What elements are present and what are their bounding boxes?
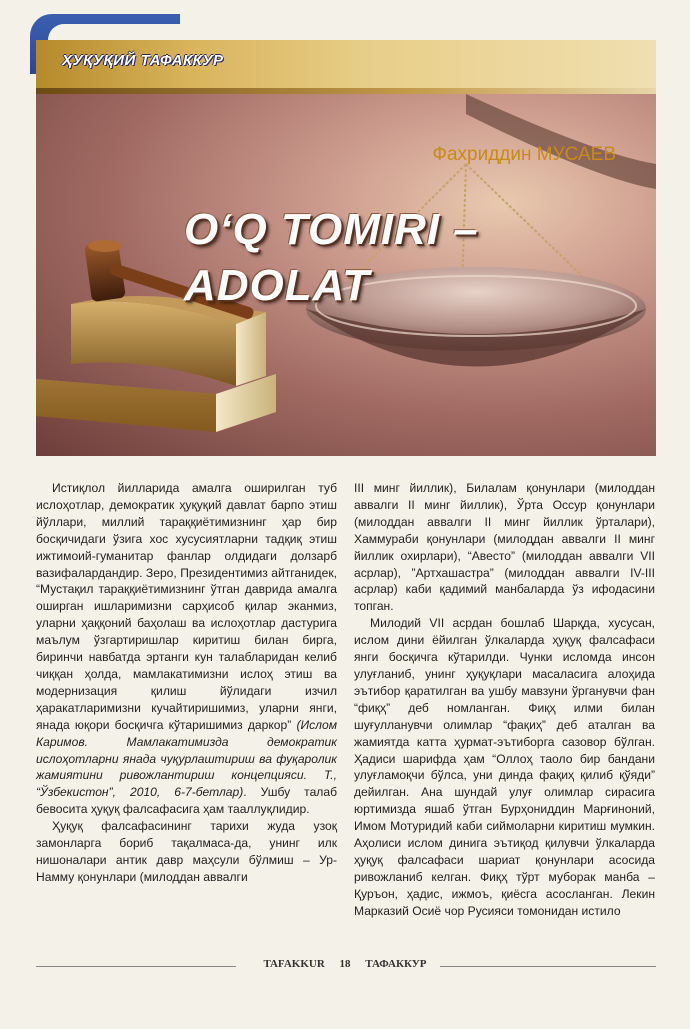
right-column (354, 480, 655, 920)
left-column (36, 480, 337, 886)
left-paragraph-1-text: Истиқлол йилларида амалга оширилган туб ислоҳотлар, демократик ҳуқуқий давлат барпо этиш йўллари, миллий тараққиётимизнинг ҳар бир босқичидаги ўзига хос хусусиятларни тадқиқ этиш ижтимоий-гуманитар фанлар олдидаги долзарб вазифалардандир. Зеро, Президентимиз айтганидек, “Мустақил тараққиётимизнинг ўтган даврида амалга оширган ишларимизни сарҳисоб қилар эканмиз, уларни ҳаққоний баҳолаш ва ислоҳотлар дастурига маълум ўзгартиришлар киритиш билан бирга, биринчи навбатда эртанги кун талабларидан келиб чиққан ҳолда, мамлакатимизни ислоҳ этиш ва модернизация қилиш йўлидаги изчил ҳаракатларимизни кучайтиришимиз, уларни янги, янада юқори босқичга кўтаришимиз даркор” (36, 481, 337, 732)
left-paragraph-1-end: . Ушбу талаб бевосита ҳуқуқ фалсафасига ҳам тааллуқлидир. (36, 785, 338, 817)
footer-left-label: TAFAKKUR (263, 958, 325, 970)
right-paragraph-2: Милодий VII асрдан бошлаб Шарқда, хусусан, ислом дини ёйилган ўлкаларда ҳуқуқ фалсафаси янги босқичга кўтарилди. Чунки исломда инсон улуғланиб, унинг ҳуқуқлари масаласига алоҳида эътибор қаратилган ва ушбу мавзуни ўрганувчи фан “фиқҳ” деб номланган. Фиқҳ илми билан шуғулланувчи олимлар “фақиҳ” деб аталган ва жамиятда катта ҳурмат-эътиборга сазовор бўлган. Ҳадиси шарифда ҳам “Оллоҳ таоло бир бандани улуғламоқчи бўлса, уни динда фақиҳ қилиб қўяди” дейилган. Ана шундай улуғ олимлар сирасига юртимизда яшаб ўтган Бурҳониддин Марғиноний, Имом Мотуридий каби сиймоларни киритиш мумкин. Аҳолиси ислом динига эътиқод қилувчи ўлкаларда ҳуқуқ фалсафаси шариат қонунлари асосида ривожланиб келган. Фиқҳ тўрт муборак манба – Қуръон, ҳадис, ижмоъ, қиёсга асосланган. Лекин Марказий Осиё чор Русияси томонидан истило (354, 616, 655, 918)
right-paragraph-1: III минг йиллик), Билалам қонунлари (милоддан аввалги II минг йиллик), Ўрта Оссур қонунлари (милоддан аввалги II минг йиллик ўрталари), Хаммураби қонунлари (милоддан аввалги II минг йиллик охирлари), “Авесто” (милоддан аввалги VII асрлар), ”Артхашастра” (милоддан аввалги IV-III асрлар) каби қадимий манбаларда ўз ифодасини топган. (354, 481, 655, 614)
article-title (184, 202, 479, 314)
footer-right-label: ТАФАККУР (365, 958, 427, 970)
hero-image (36, 94, 656, 456)
article-title-line2: ADOLAT (184, 261, 371, 310)
section-title: ҲУҚУҚИЙ ТАФАККУР (62, 52, 224, 69)
article-title-line1: O‘Q TOMIRI – (184, 205, 479, 254)
article-author: Фахриддин МУСАЕВ (432, 144, 616, 165)
left-paragraph-1 (36, 480, 337, 818)
scale-beam (466, 94, 656, 189)
left-paragraph-2: Ҳуқуқ фалсафасининг тарихи жуда узоқ замонларга бориб тақалмаса-да, унинг илк нишоналари антик давр маҳсули бўлмиш – Ур-Намму қонунлари (милоддан аввалги (36, 819, 337, 884)
left-paragraph-1-citation: (Ислом Каримов. Мамлакатимизда демократик ислоҳотларни янада чуқурлаштириш ва фуқаролик жамиятини ривожлантириш концепцияси. Т., “Ўзбекистон”, 2010, 6-7-бетлар) (36, 717, 337, 800)
page-footer (0, 958, 690, 970)
page-number: 18 (339, 958, 351, 970)
